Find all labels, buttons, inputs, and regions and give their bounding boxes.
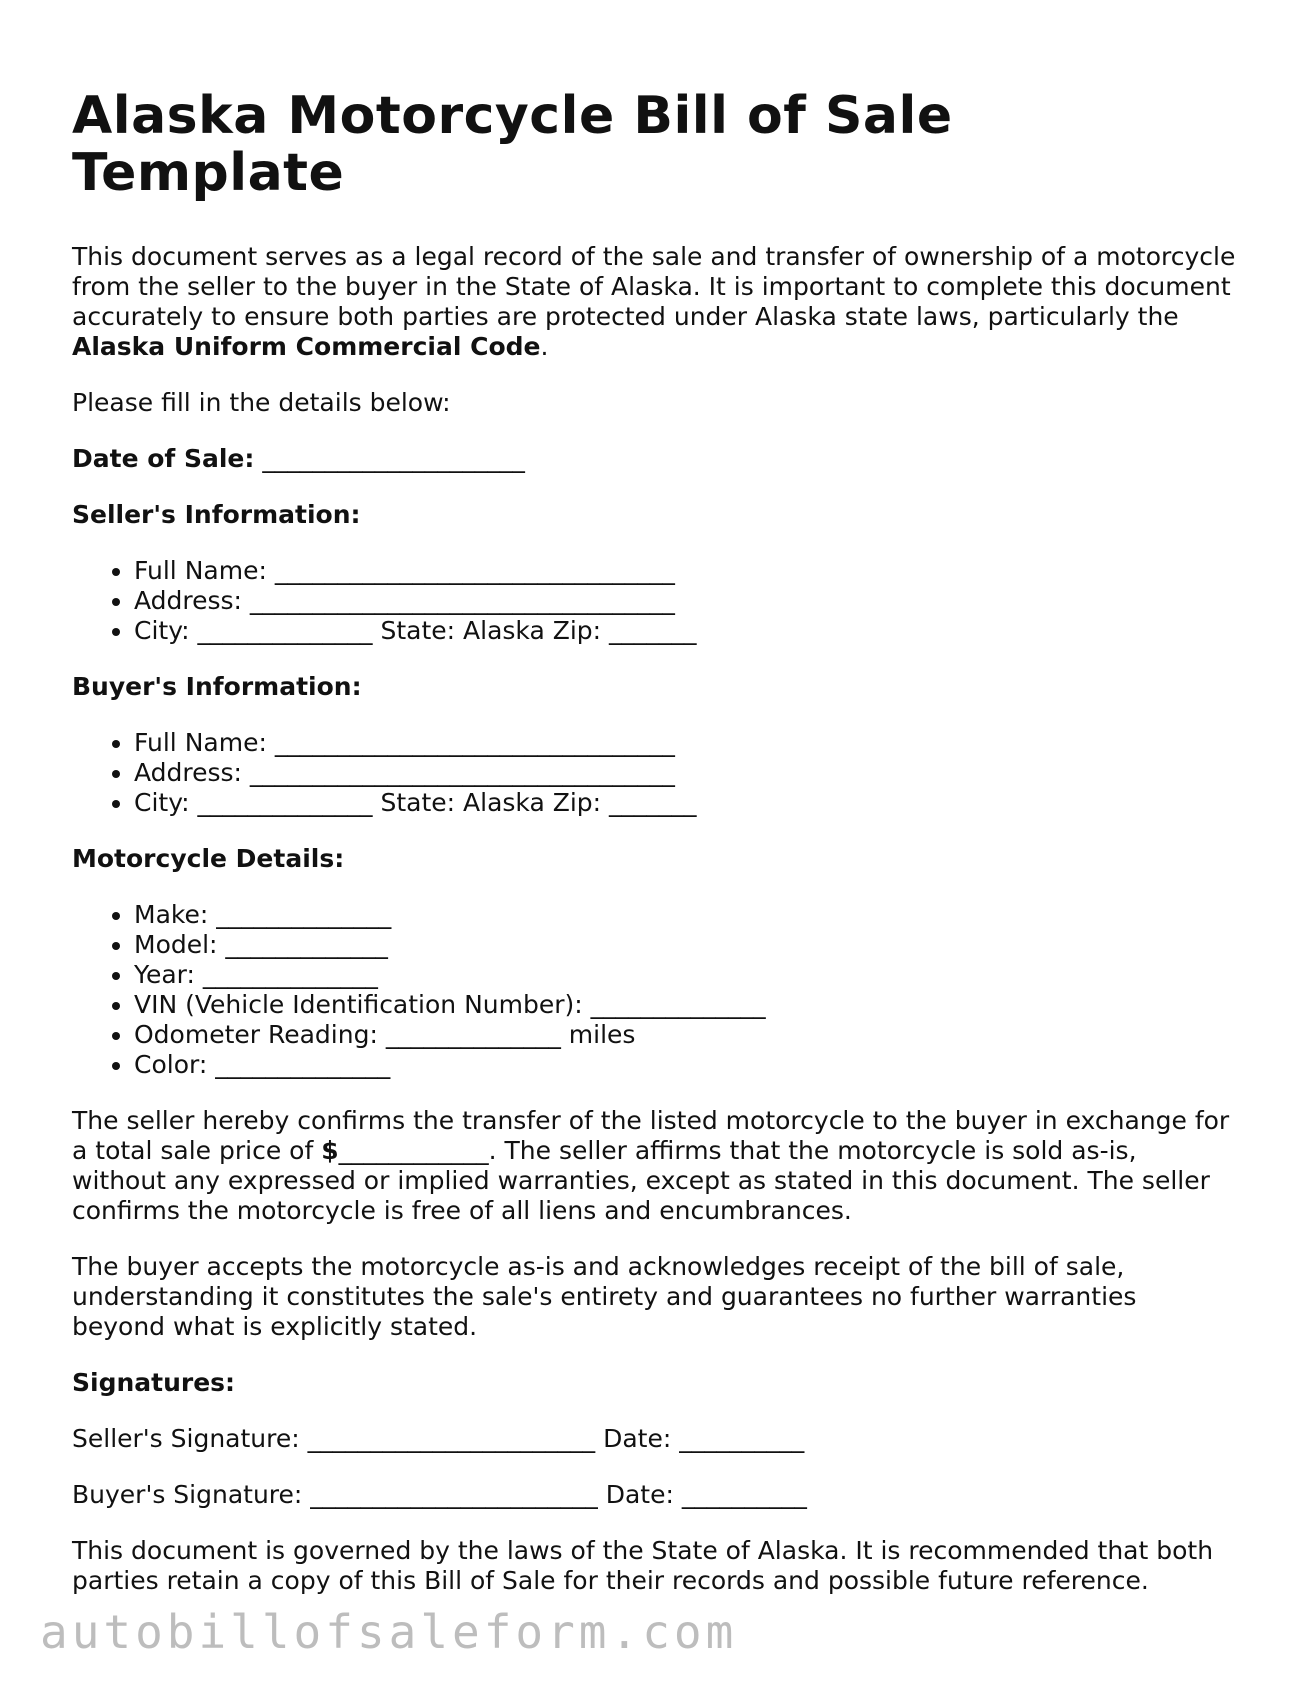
seller-full-name-field[interactable]: • Full Name: ________________________________ (134, 556, 1237, 586)
intro-bold-code: Alaska Uniform Commercial Code (72, 332, 541, 362)
intro-paragraph (72, 242, 1237, 362)
seller-signature-line[interactable]: Seller's Signature: _______________________ Date: __________ (72, 1424, 805, 1454)
transfer-text-end: ____________. The seller affirms that the motorcycle is sold as-is, without any expressed or implied warranties, except as stated in this document. The seller confirms the motorcycle is free of all liens and encumbrances. (72, 1136, 1210, 1226)
transfer-paragraph (72, 1106, 1237, 1226)
document-title: Alaska Motorcycle Bill of Sale Template (72, 86, 953, 204)
seller-city-zip-field[interactable]: • City: ______________ State: Alaska Zip: _______ (134, 616, 1237, 646)
odometer-field[interactable]: • Odometer Reading: ______________ miles (134, 1020, 1237, 1050)
seller-info-list (72, 556, 1237, 646)
make-field[interactable]: • Make: ______________ (134, 900, 1237, 930)
buyer-info-list (72, 728, 1237, 818)
seller-address-field[interactable]: • Address: __________________________________ (134, 586, 1237, 616)
date-of-sale-row (72, 444, 1237, 474)
year-field[interactable]: • Year: ______________ (134, 960, 1237, 990)
transfer-text: The seller hereby confirms the transfer of the listed motorcycle to the buyer in exchange for a total sale price of (72, 1106, 1230, 1166)
motorcycle-heading: Motorcycle Details: (72, 844, 345, 874)
motorcycle-details-list (72, 900, 1237, 1080)
closing-paragraph: This document is governed by the laws of the State of Alaska. It is recommended that both parties retain a copy of this Bill of Sale for their records and possible future reference. (72, 1536, 1214, 1596)
signatures-heading: Signatures: (72, 1368, 236, 1398)
date-of-sale-label: Date of Sale: (72, 444, 255, 474)
model-field[interactable]: • Model: _____________ (134, 930, 1237, 960)
color-field[interactable]: • Color: ______________ (134, 1050, 1237, 1080)
buyer-full-name-field[interactable]: • Full Name: ________________________________ (134, 728, 1237, 758)
dollar-sign: $ (321, 1136, 339, 1166)
fill-prompt: Please fill in the details below: (72, 388, 451, 418)
intro-text-end: . (540, 332, 549, 362)
date-of-sale-field[interactable]: _____________________ (254, 444, 525, 474)
buyer-city-zip-field[interactable]: • City: ______________ State: Alaska Zip: _______ (134, 788, 1237, 818)
buyer-address-field[interactable]: • Address: __________________________________ (134, 758, 1237, 788)
watermark-text: autobillofsaleform.com (40, 1605, 738, 1659)
document-page (72, 88, 1237, 1622)
buyer-accepts-paragraph: The buyer accepts the motorcycle as-is and acknowledges receipt of the bill of sale, understanding it constitutes the sale's entirety and guarantees no further warranties beyond what is explicitly stated. (72, 1252, 1137, 1342)
intro-text: This document serves as a legal record of the sale and transfer of ownership of a motorcycle from the seller to the buyer in the State of Alaska. It is important to complete this document accurately to ensure both parties are protected under Alaska state laws, particularly the (72, 242, 1236, 332)
seller-heading: Seller's Information: (72, 500, 361, 530)
vin-field[interactable]: • VIN (Vehicle Identification Number): ______________ (134, 990, 1237, 1020)
buyer-heading: Buyer's Information: (72, 672, 362, 702)
buyer-signature-line[interactable]: Buyer's Signature: _______________________ Date: __________ (72, 1480, 807, 1510)
